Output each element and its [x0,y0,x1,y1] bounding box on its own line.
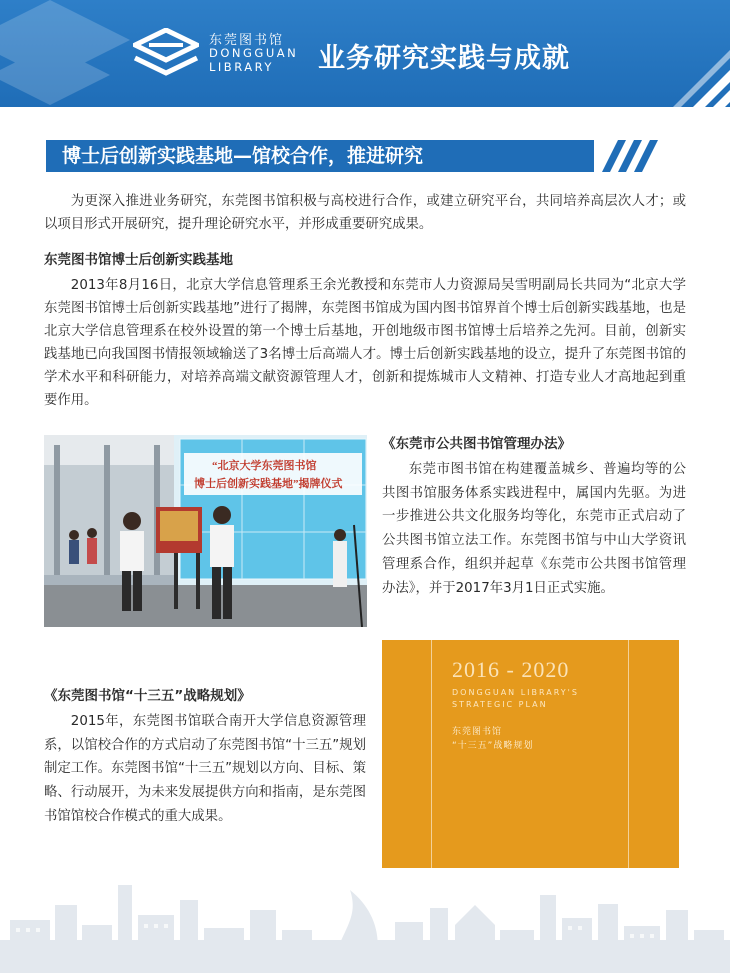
regulation-paragraph: 东莞市图书馆在构建覆盖城乡、普遍均等的公共图书馆服务体系实践进程中，属国内先驱。为进一步推进公共文化服务均等化，东莞市正式启动了公共图书馆立法工作。东莞图书馆与中山大学资讯管理系合作，组织并起草《东莞市公共图书馆管理办法》，并于2017年3月1日正式实施。 [382,462,686,596]
regulation-heading: 《东莞市公共图书馆管理办法》 [382,436,571,452]
cover-title-cn [452,725,533,753]
page-title: 业务研究实践与成就 [318,43,570,74]
ceremony-scene [44,435,367,627]
cover-en-line1: DONGGUAN LIBRARY'S [452,688,579,697]
page-header [0,0,730,107]
logo-text-en [209,46,309,74]
plan-heading: 《东莞图书馆“十三五”战略规划》 [44,688,251,704]
postdoc-heading: 东莞图书馆博士后创新实践基地 [44,252,233,268]
cover-title-en [452,687,582,711]
cover-cn-line2: “十三五”战略规划 [452,741,534,751]
cover-cn-line1: 东莞图书馆 [452,727,503,737]
city-skyline-decoration [0,880,730,973]
photo-banner-line2: 博士后创新实践基地”揭牌仪式 [194,478,343,490]
header-stripes [620,50,730,107]
banner-slashes-decoration [598,140,662,172]
photo-banner-line1: “北京大学东莞图书馆 [212,460,317,472]
logo-text-cn: 东莞图书馆 [209,33,285,48]
cover-en-line2: STRATEGIC PLAN [452,700,548,709]
library-logo-icon [133,28,199,78]
logo-en-line1: DONGGUAN [209,46,299,60]
strategic-plan-cover [382,640,679,868]
unveiling-ceremony-photo [44,435,367,627]
intro-paragraph: 为更深入推进业务研究，东莞图书馆积极与高校进行合作，或建立研究平台，共同培养高层次人才；或以项目形式开展研究，提升理论研究水平，并形成重要研究成果。 [44,194,686,232]
postdoc-paragraph: 2013年8月16日，北京大学信息管理系王余光教授和东莞市人力资源局吴雪明副局长共同为“北京大学东莞图书馆博士后创新实践基地”进行了揭牌，东莞图书馆成为国内图书馆界首个博士后创新实践基地，也是北京大学信息管理系在校外设置的第一个博士后基地，开创地级市图书馆博士后培养之先河。目前，创新实践基地已向我国图书情报领域输送了3名博士后高端人才。博士后创新实践基地的设立，提升了东莞图书馆的学术水平和科研能力，对培养高端文献资源管理人才，创新和提炼城市人文精神、打造专业人才高地起到重要作用。 [44,278,686,408]
section-title: 博士后创新实践基地—馆校合作，推进研究 [62,145,424,167]
cover-years: 2016 - 2020 [452,657,570,682]
plan-paragraph: 2015年，东莞图书馆联合南开大学信息资源管理系，以馆校合作的方式启动了东莞图书馆“十三五”规划制定工作。东莞图书馆“十三五”规划以方向、目标、策略、行动展开，为未来发展提供方向和指南，是东莞图书馆馆校合作模式的重大成果。 [44,714,366,824]
logo-en-line2: LIBRARY [209,60,274,74]
